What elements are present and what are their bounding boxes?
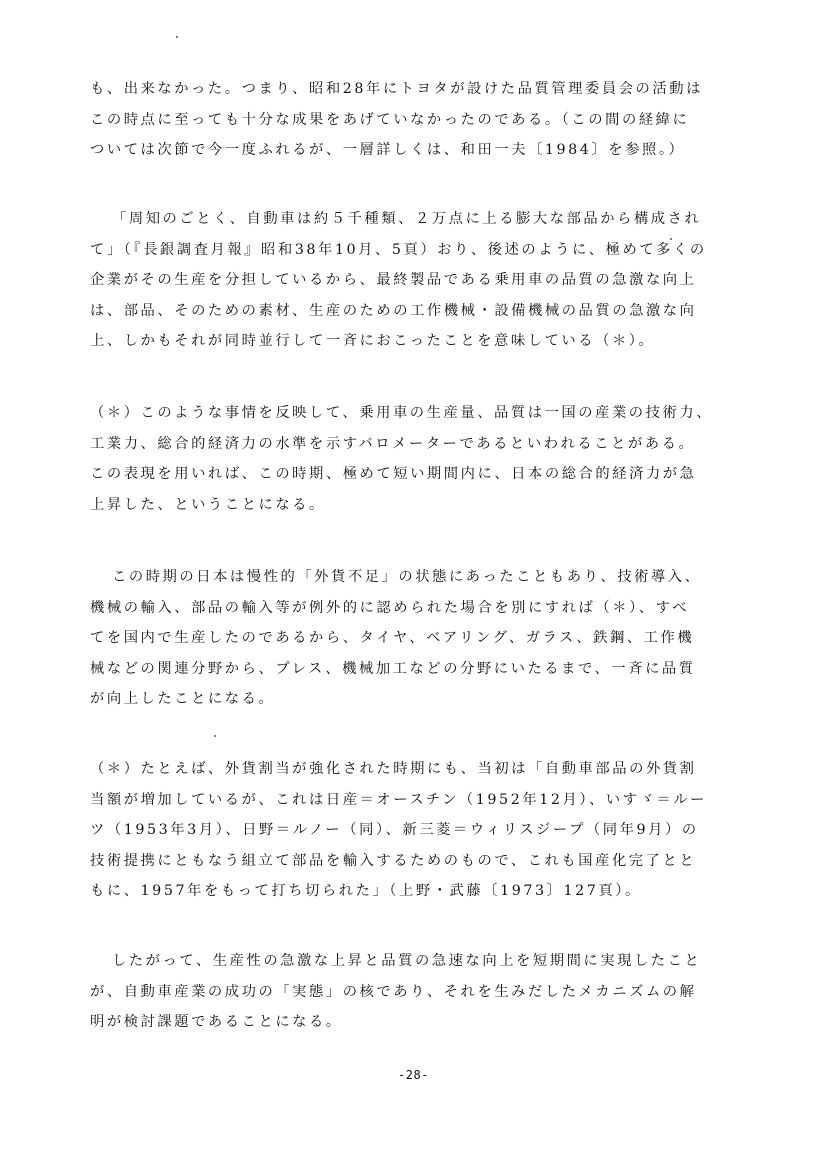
- text-line: この表現を用いれば、この時期、極めて短い期間内に、日本の総合的経済力が急: [90, 466, 697, 482]
- text-line: 企業がその生産を分担しているから、最終製品である乗用車の品質の急激な向上: [90, 272, 697, 288]
- paragraph-parts-quality: [90, 204, 740, 357]
- footnote-foreign-currency: [90, 754, 740, 907]
- text-line: 工業力、総合的経済力の水準を示すバロメーターであるといわれることがある。: [90, 435, 696, 452]
- text-line: が、自動車産業の成功の「実態」の核であり、それを生みだしたメカニズムの解: [90, 983, 697, 1000]
- footnote-barometer: [90, 398, 740, 520]
- text-line: この時期の日本は慢性的「外貨不足」の状態にあったこともあり、技術導入、: [112, 569, 702, 585]
- text-line: 「周知のごとく、自動車は約５千種類、２万点に上る膨大な部品から構成され: [112, 211, 702, 227]
- page-number: -28-: [398, 1068, 429, 1082]
- text-line: （＊）たとえば、外貨割当が強化された時期にも、当初は「自動車部品の外貨割: [90, 761, 697, 777]
- paragraph-conclusion: [90, 946, 740, 1038]
- text-line: 械などの関連分野から、プレス、機械加工などの分野にいたるまで、一斉に品質: [90, 660, 696, 677]
- text-line: （＊）このような事情を反映して、乗用車の生産量、品質は一国の産業の技術力、: [90, 405, 714, 421]
- text-line: したがって、生産性の急激な上昇と品質の急速な向上を短期間に実現したこと: [112, 953, 702, 969]
- text-line: が向上したことになる。: [90, 691, 276, 707]
- text-line: 明が検討課題であることになる。: [90, 1014, 343, 1030]
- text-line: もに、1957年をもって打ち切られた」（上野・武藤〔1973〕127頁）。: [90, 883, 642, 899]
- text-line: 当額が増加しているが、これは日産＝オースチン（1952年12月）、いすゞ＝ルー: [90, 791, 707, 808]
- text-line: 上昇した、ということになる。: [90, 496, 326, 513]
- paragraph-domestic-production: [90, 562, 740, 715]
- text-line: 機械の輸入、部品の輸入等が例外的に認められた場合を別にすれば（＊）、すべ: [90, 599, 690, 616]
- text-line: 上、しかもそれが同時並行して一斉におこったことを意味している（＊）。: [90, 333, 656, 349]
- text-line: 技術提携にともなう組立て部品を輸入するためのもので、これも国産化完了とと: [90, 852, 697, 869]
- paragraph-quality-committee: [90, 74, 740, 166]
- text-line: は、部品、そのための素材、生産のための工作機械・設備機械の品質の急激な向: [90, 302, 697, 319]
- text-line: この時点に至っても十分な成果をあげていなかったのである。（この間の経緯に: [90, 111, 690, 128]
- text-line: ツ（1953年3月）、日野＝ルノー（同）、新三菱＝ウィリスジープ（同年9月）の: [90, 822, 699, 838]
- text-line: ついては次節で今一度ふれるが、一層詳しくは、和田一夫〔1984〕を参照。）: [90, 142, 686, 158]
- text-line: てを国内で生産したのであるから、タイヤ、ベアリング、ガラス、鉄鋼、工作機: [90, 630, 695, 646]
- text-line: も、出来なかった。つまり、昭和28年にトヨタが設けた品質管理委員会の活動は: [90, 81, 703, 97]
- scan-speck: [176, 36, 178, 38]
- text-line: て」（『長銀調査月報』昭和38年10月、5頁）おり、後述のように、極めて多くの: [90, 241, 707, 258]
- scan-speck: [214, 735, 216, 737]
